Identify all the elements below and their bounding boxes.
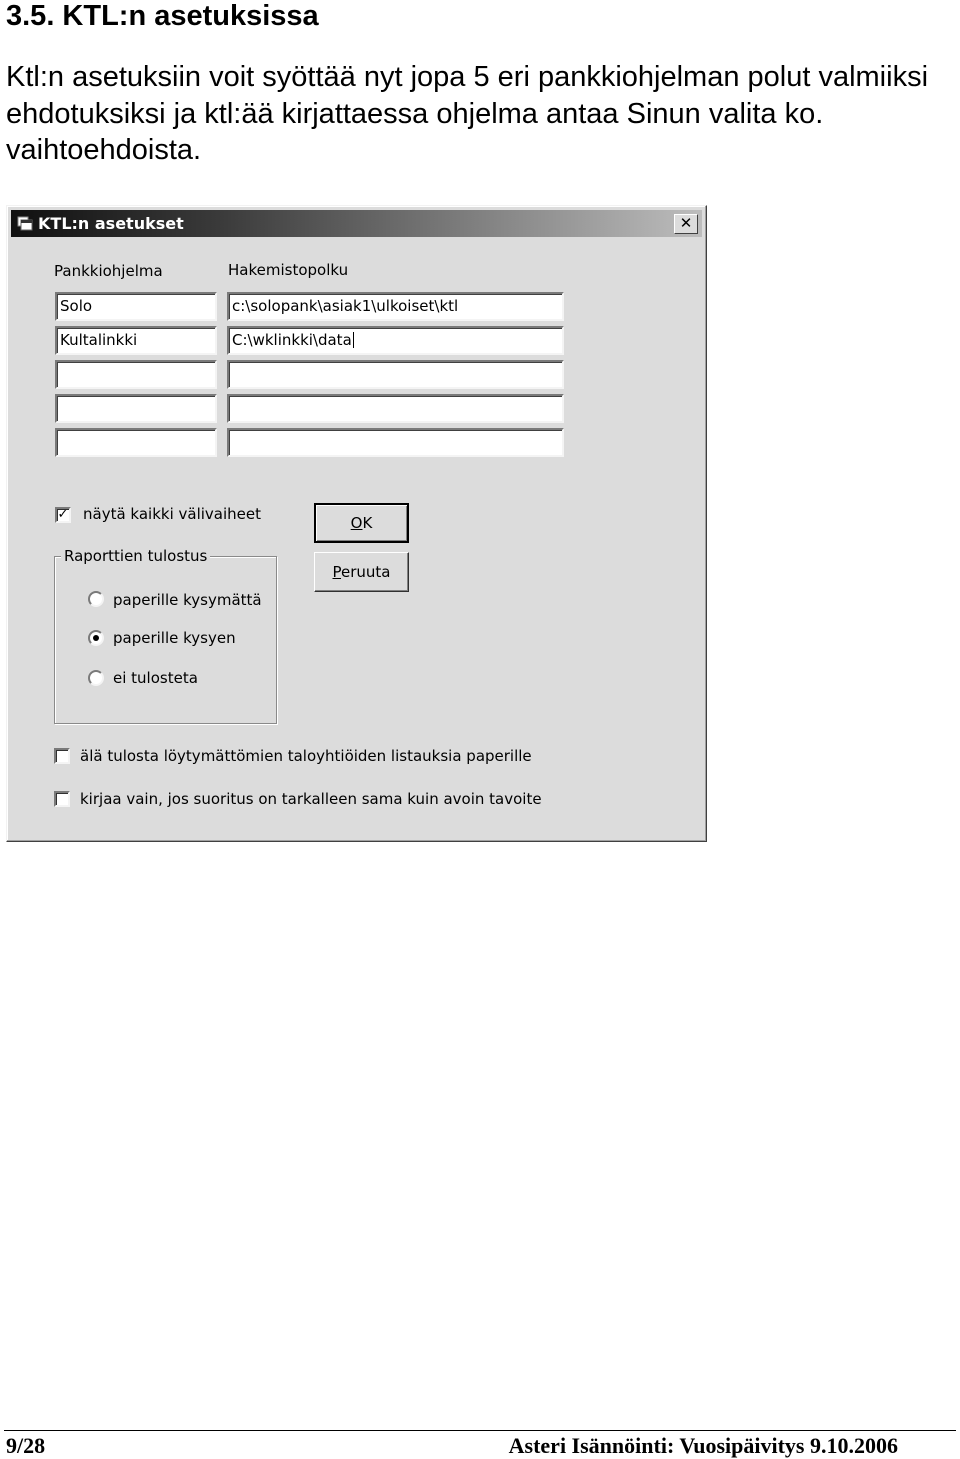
ok-button[interactable]: [314, 503, 409, 543]
cancel-button-mnemonic: P: [332, 563, 342, 581]
radio-no-print[interactable]: [88, 670, 104, 686]
close-icon: ✕: [679, 214, 693, 232]
radio-label-print-with-asking: paperille kysyen: [113, 629, 236, 647]
ok-button-label: K: [362, 514, 373, 532]
show-all-steps-label: näytä kaikki välivaiheet: [83, 505, 261, 523]
show-all-steps-checkbox[interactable]: [55, 507, 71, 523]
page-number: 9/28: [6, 1433, 46, 1458]
radio-print-without-asking[interactable]: [88, 591, 104, 607]
dialog-title: KTL:n asetukset: [38, 214, 184, 233]
radio-selected-dot: [93, 635, 99, 641]
bank-program-input-2[interactable]: Kultalinkki: [55, 326, 217, 355]
column-label-bank-program: Pankkiohjelma: [54, 262, 163, 280]
section-heading: 3.5. KTL:n asetuksissa: [6, 0, 319, 32]
directory-path-input-2[interactable]: [227, 326, 564, 355]
radio-label-no-print: ei tulosteta: [113, 669, 198, 687]
ktl-settings-dialog: [6, 205, 707, 842]
directory-path-input-3[interactable]: [227, 360, 564, 389]
checkmark-icon: ✓: [57, 507, 69, 522]
bank-program-input-4[interactable]: [55, 394, 217, 423]
text-caret: [353, 332, 354, 348]
app-window-icon: [17, 216, 33, 231]
column-label-directory-path: Hakemistopolku: [228, 261, 349, 279]
ok-button-mnemonic: O: [350, 514, 363, 532]
directory-path-input-4[interactable]: [227, 394, 564, 423]
radio-print-with-asking[interactable]: [88, 630, 104, 646]
radio-label-print-without-asking: paperille kysymättä: [113, 591, 262, 609]
bank-program-input-3[interactable]: [55, 360, 217, 389]
cancel-button-label: eruuta: [341, 563, 391, 581]
directory-path-input-1[interactable]: c:\solopank\asiak1\ulkoiset\ktl: [227, 292, 564, 321]
dialog-titlebar[interactable]: [11, 210, 702, 237]
no-print-unfound-label: älä tulosta löytymättömien taloyhtiöiden listauksia paperille: [80, 747, 532, 765]
cancel-button[interactable]: [314, 552, 409, 592]
report-printing-group-title: Raporttien tulostus: [61, 547, 210, 565]
close-button[interactable]: [674, 214, 698, 234]
report-printing-group: [54, 547, 277, 724]
section-paragraph: Ktl:n asetuksiin voit syöttää nyt jopa 5 eri pankkiohjelman polut valmiiksi ehdotuksiksi ja ktl:ää kirjattaessa ohjelma antaa Sinun valita ko. vaihtoehdoista.: [6, 61, 929, 166]
directory-path-input-5[interactable]: [227, 428, 564, 457]
footer-title: Asteri Isännöinti: Vuosipäivitys 9.10.2006: [508, 1433, 898, 1458]
exact-match-checkbox[interactable]: [54, 791, 70, 807]
footer-divider: [4, 1430, 956, 1431]
directory-path-value-2: C:\wklinkki\data: [232, 331, 352, 349]
bank-program-input-1[interactable]: Solo: [55, 292, 217, 321]
no-print-unfound-checkbox[interactable]: [54, 748, 70, 764]
exact-match-label: kirjaa vain, jos suoritus on tarkalleen sama kuin avoin tavoite: [80, 790, 542, 808]
bank-program-input-5[interactable]: [55, 428, 217, 457]
